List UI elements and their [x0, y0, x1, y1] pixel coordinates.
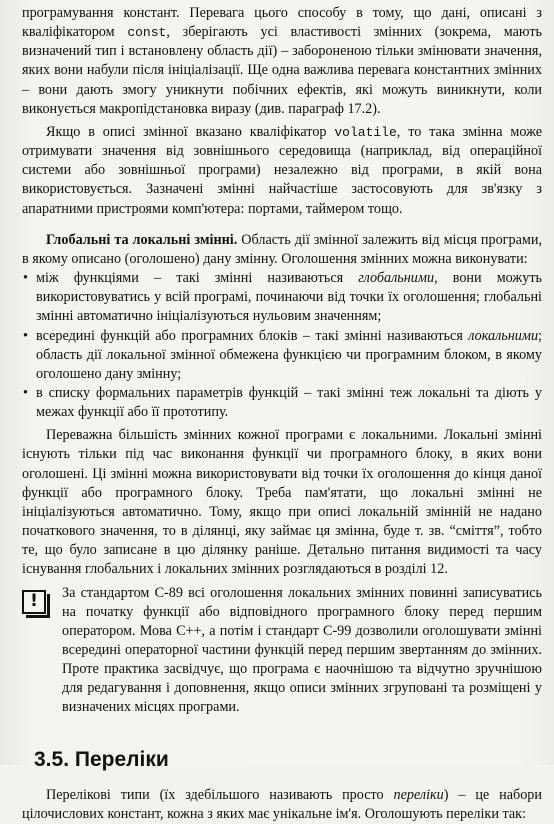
global-term: глобальними — [358, 270, 435, 287]
list-item-parameters-text: в списку формальних параметрів функцій – такі змінні теж локальні та діють у межах функції або її прототипу. — [36, 384, 542, 421]
paragraph-enums — [22, 786, 542, 824]
list-item-parameters — [22, 384, 542, 422]
const-keyword: const — [127, 25, 167, 41]
text-column — [22, 4, 542, 824]
paragraph-const — [22, 4, 542, 119]
volatile-keyword: volatile — [334, 124, 397, 140]
list-item-local-part1: всередині функцій або програмних блоків – такі змінні називаються — [36, 327, 469, 344]
section-number: 3.5. — [34, 747, 70, 771]
local-term: локальними — [468, 327, 539, 344]
list-item-global-part2: , вони можуть використовуватись у всій програмі, починаючи від точки їх оголошення; глобальні змінні автоматично ініціалізуються нульовим значенням; — [36, 270, 542, 325]
paragraph-const-part1: програмування констант. Перевага цього способу в тому, що дані, описані з кваліфікатором — [22, 5, 542, 41]
standard-note — [22, 584, 542, 718]
scope-heading: Глобальні та локальні змінні. — [46, 231, 238, 248]
note-text: За стандартом C-89 всі оголошення локальних змінних повинні записуватись на початку функції або відповідного програмного блоку перед першим оператором. Мова C++, а потім і стандарт C-99 дозволили оголошувати змінні всередині операторної частини функцій перед першим звертанням до змінних. Проте практика засвідчує, що програма є наочнішою та відчутно зручнішою для редагування і доповнення, якщо описи змінних згруповані та розміщені у визначених місцях програми. — [62, 584, 542, 716]
list-item-global — [22, 269, 542, 326]
bullet-icon: • — [23, 384, 28, 401]
list-item-local-part2: ; область дії локальної змінної обмежена функцією чи програмним блоком, в якому оголошено дану змінну; — [36, 327, 542, 382]
paragraph-volatile — [22, 123, 542, 219]
paragraph-scope — [22, 231, 542, 269]
exclamation-icon: ! — [22, 590, 46, 614]
paragraph-volatile-part1: Якщо в описі змінної вказано кваліфікатор — [46, 123, 335, 140]
section-heading — [34, 748, 542, 772]
bullet-icon: • — [23, 270, 28, 287]
list-item-global-part1: між функціями – такі змінні називаються — [36, 270, 359, 287]
bullet-icon: • — [23, 327, 28, 344]
paragraph-local-variables: Переважна більшість змінних кожної програми є локальними. Локальні змінні існують тільки під час виконання функції чи програмного блоку, в яких вони оголошені. Ці змінні можна використовувати від точки їх оголошення до кінця даної функції або програмного блоку. Треба пам'ятати, що локальні змінні не ініціалізуються автоматично. Тому, якщо при описі локальній змінній не надано початкового значення, то в ділянці, яку займає ця змінна, буде т. зв. “сміття”, тобто те, що було записане в цю ділянку раніше. Детально питання видимості та часу існування глобальних і локальних змінних розглядаються в розділі 12. — [22, 427, 542, 578]
paragraph-const-part2: , зберігають усі властивості змінних (зокрема, мають визначений тип і встановлену область дії) – забороненою тільки змінювати значення, яких вони набули після ініціалізації. Ще одна важлива перевага константних змінних – вони дають змогу уникнути побічних ефектів, які можуть виникнути, коли виконується макропідстановка виразу (див. параграф 17.2). — [22, 24, 542, 117]
paragraph-enums-part2: ) – це набори цілочислових констант, кожна з яких має унікальне ім'я. Оголошують переліки так: — [22, 786, 542, 822]
declaration-places-list — [22, 269, 542, 422]
paragraph-enums-part1: Перелікові типи (їх здебільшого називають просто — [46, 786, 394, 803]
paragraph-volatile-part2: , то така змінна може отримувати значення від зовнішнього середовища (наприклад, від операційної системи або зовнішньої програми) незалежно від програми, в якій вона використовується. Зазначені змінні найчастіше застосовують для зв'язку з апаратними пристроями комп'ютера: портами, таймером тощо. — [22, 123, 542, 217]
enums-term: переліки — [393, 786, 444, 803]
list-item-local — [22, 327, 542, 384]
section-title: Переліки — [74, 747, 169, 771]
scope-text: Область дії змінної залежить від місця програми, в якому описано (оголошено) дану змінну. Оголошення змінних можна виконувати: — [22, 231, 543, 267]
